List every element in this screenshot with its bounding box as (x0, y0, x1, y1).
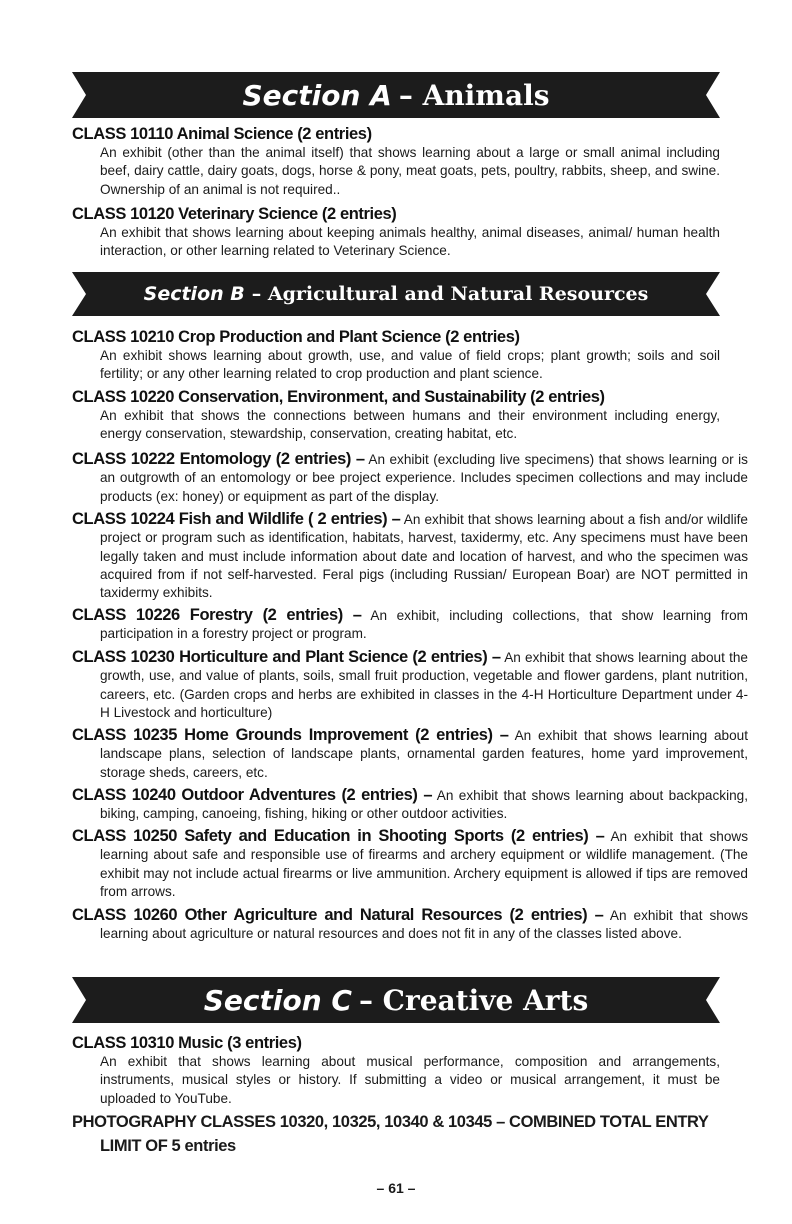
class-10240 (72, 786, 748, 824)
class-description: An exhibit, including collections, that show learning from participation in a forestry project or program. (100, 608, 748, 642)
class-description: An exhibit that shows the connections between humans and their environment including energy, energy conservation, stewardship, conservation, creating habitat, etc. (100, 408, 720, 442)
class-heading: CLASS 10110 Animal Science (2 entries) (72, 125, 372, 143)
section-c-title (72, 977, 720, 1023)
class-heading: CLASS 10220 Conservation, Environment, and Sustainability (2 entries) (72, 388, 605, 406)
class-heading: CLASS 10240 Outdoor Adventures (2 entries) – (72, 786, 433, 804)
class-description: An exhibit that shows learning about keeping animals healthy, animal diseases, animal/ human health interaction, or other learning related to Veterinary Science. (100, 225, 720, 259)
class-10224 (72, 510, 748, 602)
class-heading: CLASS 10260 Other Agriculture and Natural Resources (2 entries) – (72, 906, 604, 924)
class-10222 (72, 450, 748, 506)
class-10235 (72, 726, 748, 782)
class-heading: CLASS 10250 Safety and Education in Shooting Sports (2 entries) – (72, 827, 605, 845)
class-10220 (72, 388, 720, 444)
section-c-label: Section C (203, 983, 352, 1017)
section-c-name: – Creative Arts (358, 983, 589, 1017)
class-heading: CLASS 10120 Veterinary Science (2 entries) (72, 205, 397, 223)
class-heading: CLASS 10310 Music (3 entries) (72, 1034, 302, 1052)
class-heading: CLASS 10222 Entomology (2 entries) – (72, 450, 365, 468)
section-a-banner (72, 72, 720, 118)
section-b-label: Section B (143, 283, 245, 305)
class-description: An exhibit (other than the animal itself) that shows learning about a large or small animal including beef, dairy cattle, dairy goats, dogs, horse & pony, meat goats, pets, poultry, rabbits, sheep, and swine. Ownership of an animal is not required.. (100, 145, 720, 197)
class-heading: CLASS 10224 Fish and Wildlife ( 2 entries) – (72, 510, 401, 528)
class-10110 (72, 125, 720, 199)
class-description: An exhibit that shows learning about backpacking, biking, camping, canoeing, fishing, hiking or other outdoor activities. (100, 788, 748, 822)
class-description: An exhibit (excluding live specimens) that shows learning or is an outgrowth of an entomology or bee project experience. Includes specimen collections and may include products (ex: honey) or equipment as part of the display. (100, 452, 748, 504)
class-10260 (72, 906, 748, 944)
class-description: An exhibit that shows learning about agriculture or natural resources and does not fit in any of the classes listed above. (100, 908, 748, 942)
section-a-title (72, 72, 720, 118)
class-10120 (72, 205, 720, 261)
class-heading: CLASS 10235 Home Grounds Improvement (2 entries) – (72, 726, 509, 744)
class-10310 (72, 1034, 720, 1108)
section-c-banner (72, 977, 720, 1023)
photography-line-2: LIMIT OF 5 entries (100, 1137, 236, 1155)
class-heading: CLASS 10230 Horticulture and Plant Science (2 entries) – (72, 648, 501, 666)
class-10226 (72, 606, 748, 644)
class-description: An exhibit that shows learning about musical performance, composition and arrangements, instruments, musical styles or history. If submitting a video or musical arrangement, it must be uploaded to YouTube. (100, 1054, 720, 1106)
class-heading: CLASS 10210 Crop Production and Plant Science (2 entries) (72, 328, 520, 346)
class-10250 (72, 827, 748, 901)
section-b-title (72, 272, 720, 316)
class-description: An exhibit that shows learning about safe and responsible use of firearms and archery equipment or wildlife management. (The exhibit may not include actual firearms or live ammunition. Archery equipment is allowed if tips are removed from arrows. (100, 829, 748, 899)
section-b-banner (72, 272, 720, 316)
class-description: An exhibit that shows learning about the growth, use, and value of plants, soils, small fruit production, vegetable and flower gardens, plant nutrition, careers, etc. (Garden crops and herbs are exhibited in classes in the 4-H Horticulture Department under 4-H Livestock and horticulture) (100, 650, 748, 720)
photography-classes-heading (72, 1110, 720, 1158)
class-description: An exhibit shows learning about growth, use, and value of field crops; plant growth; soils and soil fertility; or any other learning related to crop production and plant science. (100, 348, 720, 382)
section-a-name: – Animals (398, 78, 550, 112)
class-10210 (72, 328, 720, 384)
page-number: – 61 – (376, 1180, 416, 1196)
class-description: An exhibit that shows learning about a fish and/or wildlife project or program such as identification, habitats, harvest, taxidermy, etc. Any specimens must have been legally taken and must include information about date and location of harvest, and who the specimen was acquired from if not self-harvested. Feral pigs (including Russian/ European Boar) are NOT permitted in taxidermy exhibits. (100, 512, 748, 601)
class-heading: CLASS 10226 Forestry (2 entries) – (72, 606, 362, 624)
section-b-name: – Agricultural and Natural Resources (251, 283, 649, 305)
class-10230 (72, 648, 748, 722)
photography-line-1: PHOTOGRAPHY CLASSES 10320, 10325, 10340 & 10345 – COMBINED TOTAL ENTRY (72, 1113, 709, 1131)
section-a-label: Section A (242, 78, 392, 112)
class-description: An exhibit that shows learning about landscape plans, selection of landscape plants, ornamental garden features, home yard improvement, storage sheds, careers, etc. (100, 728, 748, 780)
